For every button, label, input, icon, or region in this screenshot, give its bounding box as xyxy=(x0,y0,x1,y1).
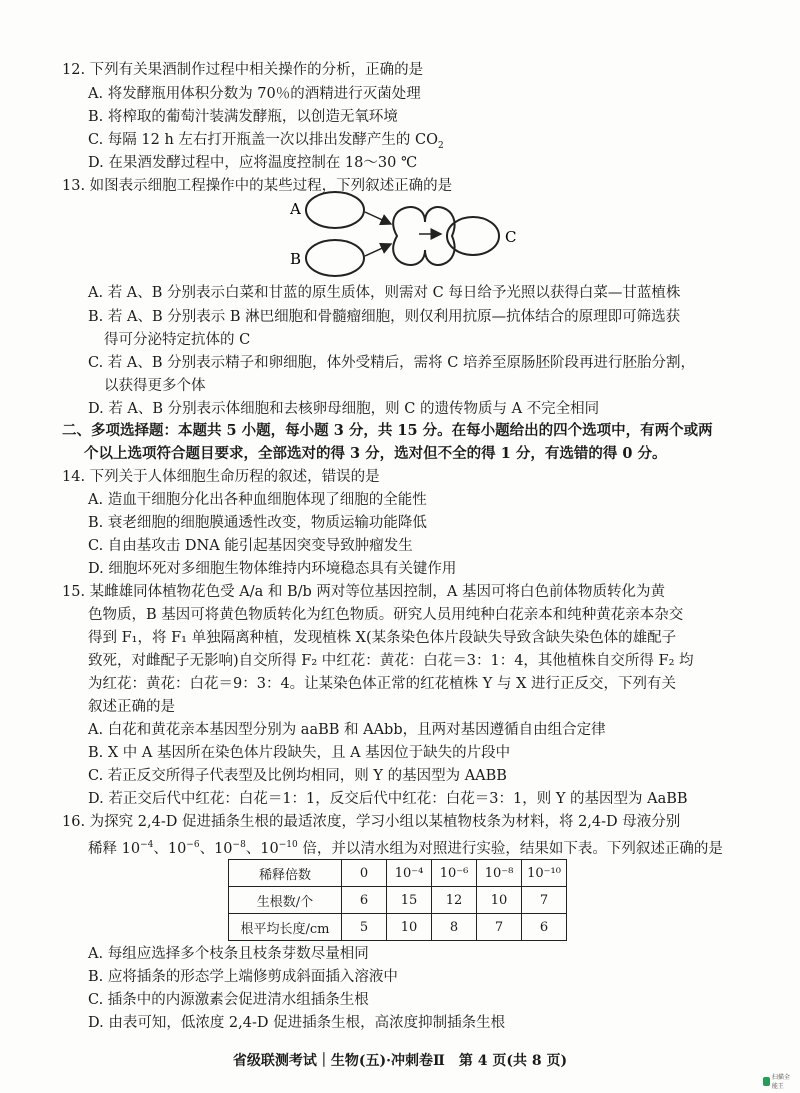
cell-c xyxy=(447,217,499,255)
q12-option-c-subscript: 2 xyxy=(438,140,444,151)
label-c: C xyxy=(505,228,517,246)
arrow-b-to-fused xyxy=(365,244,391,256)
table-cell: 0 xyxy=(342,860,387,887)
table-cell: 10 xyxy=(387,914,432,941)
q12-option-d: D. 在果酒发酵过程中，应将温度控制在 18～30 ℃ xyxy=(88,155,418,171)
table-cell: 7 xyxy=(522,887,567,914)
q16-option-d: D. 由表可知，低浓度 2,4-D 促进插条生根，高浓度抑制插条生根 xyxy=(88,1015,506,1031)
exp-10: −10 xyxy=(278,840,298,850)
q12-option-c-text: C. 每隔 12 h 左右打开瓶盖一次以排出发酵产生的 CO xyxy=(88,132,439,148)
fusing-cell xyxy=(393,207,454,265)
table-cell: 10⁻⁸ xyxy=(477,860,522,887)
q16-stem-line2 xyxy=(88,835,723,859)
q15-option-a: A. 白花和黄花亲本基因型分别为 aaBB 和 AAbb，且两对基因遵循自由组合定律 xyxy=(88,722,606,738)
section-header-line2: 个以上选项符合题目要求，全部选对的得 3 分，选对但不全的得 1 分，有选错的得 0 分。 xyxy=(84,445,667,462)
sep-1: 、10 xyxy=(153,840,187,857)
q13-option-b-line1: B. 若 A、B 分别表示 B 淋巴细胞和骨髓瘤细胞，则仅利用抗原—抗体结合的原理即可筛选获 xyxy=(88,309,681,325)
q13-stem: 13. 如图表示细胞工程操作中的某些过程，下列叙述正确的是 xyxy=(62,178,453,194)
label-b: B xyxy=(290,250,302,268)
q15-stem-line6: 叙述正确的是 xyxy=(88,699,175,715)
q15-stem-line3: 得到 F₁，将 F₁ 单独隔离种植，发现植株 X(某条染色体片段缺失导致含缺失染色体的雄配子 xyxy=(88,630,677,646)
scanner-watermark-text: 扫描全能王 xyxy=(771,1074,790,1090)
table-cell: 8 xyxy=(432,914,477,941)
label-a: A xyxy=(290,200,301,218)
q15-stem-line5: 为红花：黄花：白花＝9：3：4。让某染色体正常的红花植株 Y 与 X 进行正反交，下列有关 xyxy=(88,676,677,692)
q16-stem-line2-post: 倍，并以清水组为对照进行实验，结果如下表。下列叙述正确的是 xyxy=(297,840,723,857)
table-row xyxy=(229,887,567,914)
row-header-dilution: 稀释倍数 xyxy=(229,860,342,887)
exp-4: −4 xyxy=(140,840,154,850)
q12-stem: 12. 下列有关果酒制作过程中相关操作的分析，正确的是 xyxy=(62,62,424,78)
q15-stem-line2: 色物质，B 基因可将黄色物质转化为红色物质。研究人员用纯种白花亲本和纯种黄花亲本杂交 xyxy=(88,607,684,623)
exp-6: −6 xyxy=(186,840,200,850)
q16-stem-line2-pre: 稀释 10 xyxy=(88,840,141,857)
cell-b xyxy=(306,240,364,276)
q12-option-c xyxy=(88,130,444,156)
q13-option-d: D. 若 A、B 分别表示体细胞和去核卵母细胞，则 C 的遗传物质与 A 不完全相同 xyxy=(88,401,600,417)
q13-option-b-line2: 得可分泌特定抗体的 C xyxy=(104,332,251,348)
q14-option-c: C. 自由基攻击 DNA 能引起基因突变导致肿瘤发生 xyxy=(88,538,413,554)
table-cell: 12 xyxy=(432,887,477,914)
cell-fusion-diagram xyxy=(285,186,525,286)
table-cell: 15 xyxy=(387,887,432,914)
exp-8: −8 xyxy=(232,840,246,850)
sep-3: 、10 xyxy=(245,840,279,857)
row-header-length: 根平均长度/cm xyxy=(229,914,342,941)
table-cell: 5 xyxy=(342,914,387,941)
sep-2: 、10 xyxy=(199,840,233,857)
row-header-roots: 生根数/个 xyxy=(229,887,342,914)
table-row xyxy=(229,914,567,941)
arrow-a-to-fused xyxy=(365,212,391,224)
q15-stem-line1: 15. 某雌雄同体植物花色受 A/a 和 B/b 两对等位基因控制，A 基因可将白色前体物质转化为黄 xyxy=(62,584,666,600)
results-table xyxy=(228,859,567,941)
q14-option-b: B. 衰老细胞的细胞膜通透性改变，物质运输功能降低 xyxy=(88,515,427,531)
q14-option-a: A. 造血干细胞分化出各种血细胞体现了细胞的全能性 xyxy=(88,492,427,508)
table-cell: 7 xyxy=(477,914,522,941)
q13-option-c-line2: 以获得更多个体 xyxy=(104,378,206,394)
q16-option-c: C. 插条中的内源激素会促进清水组插条生根 xyxy=(88,992,369,1008)
q13-option-c-line1: C. 若 A、B 分别表示精子和卵细胞，体外受精后，需将 C 培养至原肠胚阶段再进行胚胎分割， xyxy=(88,355,695,371)
section-header-line1: 二、多项选择题：本题共 5 小题，每小题 3 分，共 15 分。在每小题给出的四个选项中，有两个或两 xyxy=(62,422,713,439)
q15-stem-line4: 致死，对雌配子无影响)自交所得 F₂ 中红花：黄花：白花＝3：1：4，其他植株自交所得 F₂ 均 xyxy=(88,653,694,669)
cell-a xyxy=(306,192,364,228)
page-footer: 省级联测考试｜生物(五)·冲刺卷Ⅱ 第 4 页(共 8 页) xyxy=(232,1053,568,1069)
table-cell: 10 xyxy=(477,887,522,914)
q15-option-d: D. 若正交后代中红花：白花＝1：1，反交后代中红花：白花＝3：1，则 Y 的基因型为 AaBB xyxy=(88,791,688,807)
table-cell: 10⁻⁶ xyxy=(432,860,477,887)
q16-option-a: A. 每组应选择多个枝条且枝条芽数尽量相同 xyxy=(88,946,369,962)
q12-option-a: A. 将发酵瓶用体积分数为 70％的酒精进行灭菌处理 xyxy=(88,86,421,102)
table-cell: 10⁻¹⁰ xyxy=(522,860,567,887)
q14-option-d: D. 细胞坏死对多细胞生物体维持内环境稳态具有关键作用 xyxy=(88,561,457,577)
scanner-logo-icon xyxy=(763,1077,770,1086)
q15-option-b: B. X 中 A 基因所在染色体片段缺失，且 A 基因位于缺失的片段中 xyxy=(88,745,511,761)
q15-option-c: C. 若正反交所得子代表型及比例均相同，则 Y 的基因型为 AABB xyxy=(88,768,507,784)
scanner-watermark xyxy=(763,1074,795,1088)
table-cell: 6 xyxy=(522,914,567,941)
q16-stem-line1: 16. 为探究 2,4-D 促进插条生根的最适浓度，学习小组以某植物枝条为材料，将 2,4-D 母液分别 xyxy=(62,814,681,830)
q13-option-a: A. 若 A、B 分别表示白菜和甘蓝的原生质体，则需对 C 每日给予光照以获得白菜—甘蓝植株 xyxy=(88,285,681,301)
table-cell: 6 xyxy=(342,887,387,914)
table-row xyxy=(229,860,567,887)
q16-option-b: B. 应将插条的形态学上端修剪成斜面插入溶液中 xyxy=(88,969,398,985)
q12-option-b: B. 将榨取的葡萄汁装满发酵瓶，以创造无氧环境 xyxy=(88,109,398,125)
q14-stem: 14. 下列关于人体细胞生命历程的叙述，错误的是 xyxy=(62,469,380,485)
table-cell: 10⁻⁴ xyxy=(387,860,432,887)
